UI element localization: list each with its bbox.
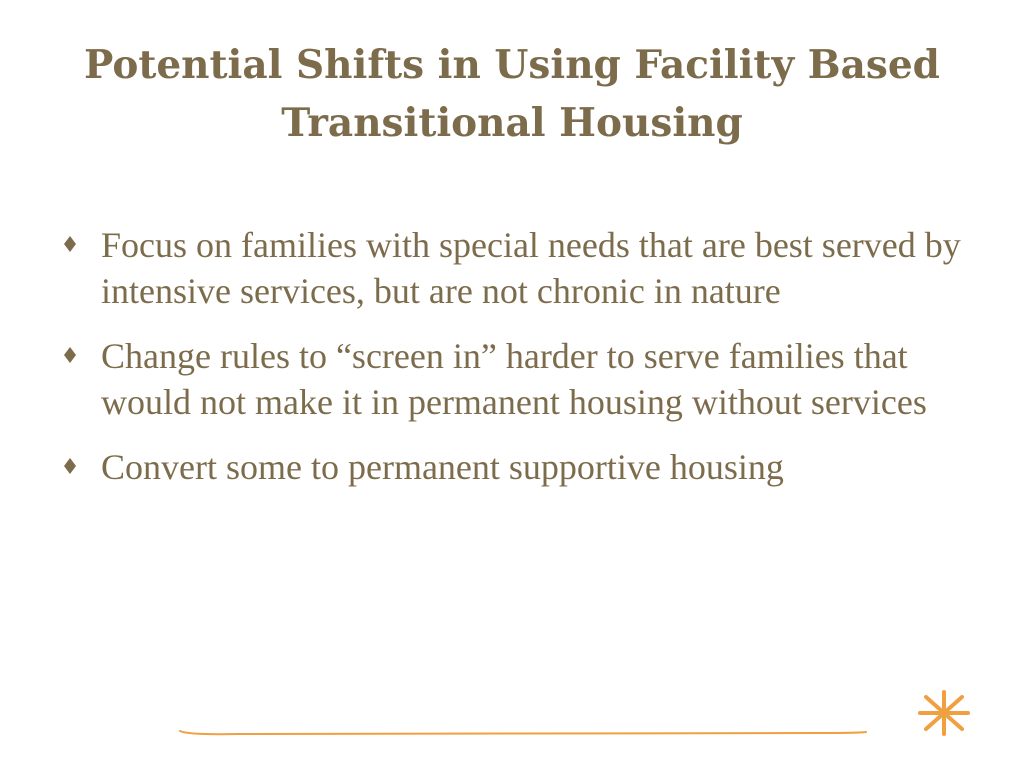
footer-divider-line [178,724,868,738]
diamond-bullet-icon [64,458,76,474]
bullet-item [62,333,982,425]
bullet-list [62,222,982,509]
asterisk-icon [916,688,972,738]
bullet-text: Change rules to “screen in” harder to serve families that would not make it in permanent housing without services [101,336,927,422]
diamond-bullet-icon [64,347,76,363]
bullet-text: Convert some to permanent supportive housing [101,447,784,487]
bullet-text: Focus on families with special needs that are best served by intensive services, but are not chronic in nature [101,225,961,311]
bullet-item [62,222,982,314]
diamond-bullet-icon [64,236,76,252]
slide-title: Potential Shifts in Using Facility Based Transitional Housing [84,42,940,146]
bullet-item [62,444,982,490]
